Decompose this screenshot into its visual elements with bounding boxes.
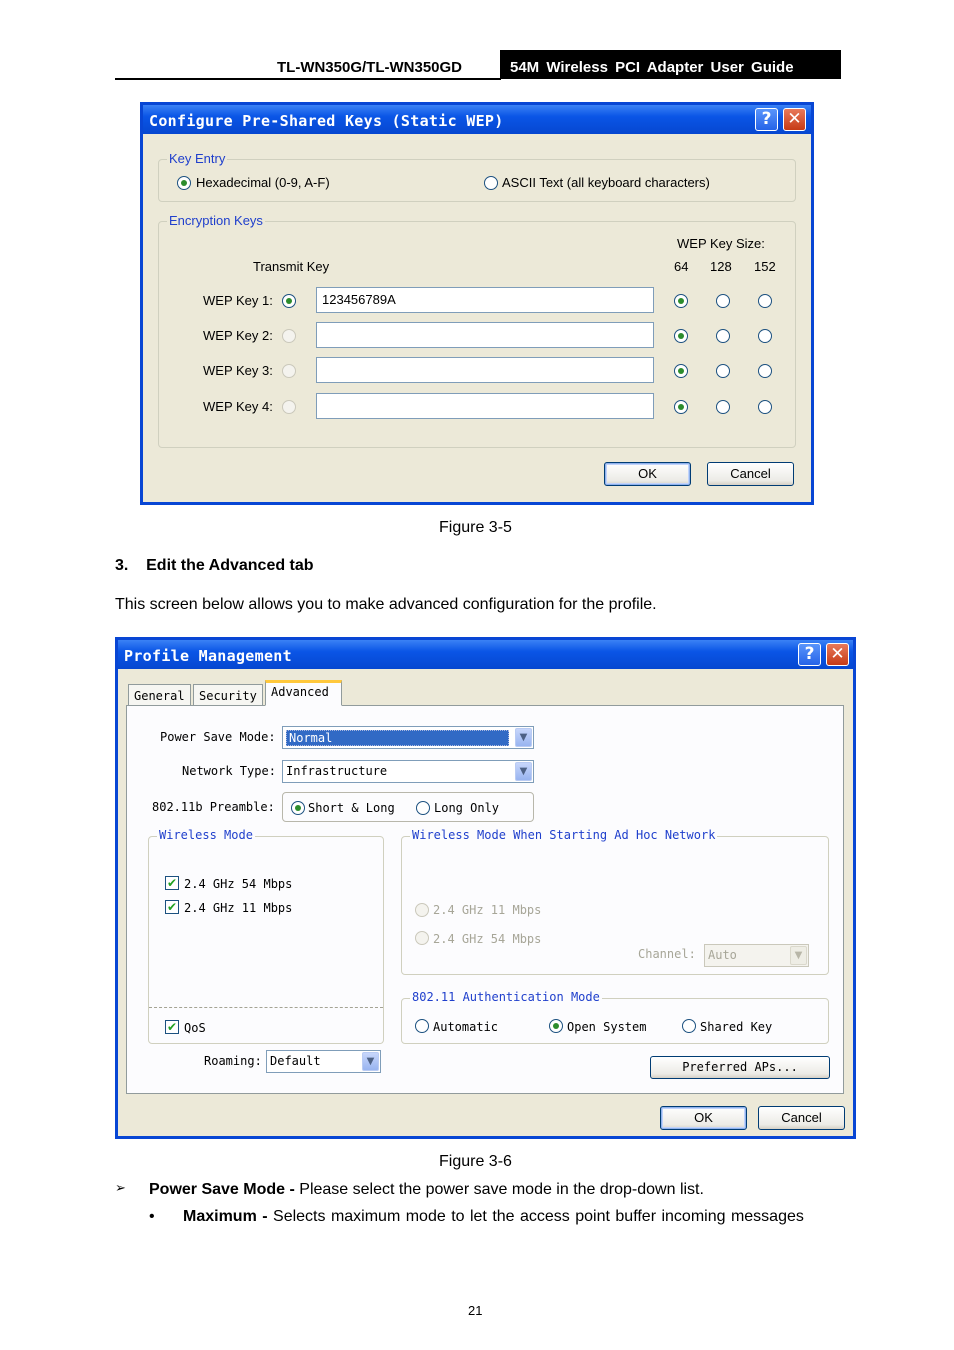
maximum-term: Maximum - — [183, 1208, 268, 1225]
auth-shared-key-label: Shared Key — [700, 1020, 773, 1034]
transmit-key-label: Transmit Key — [253, 259, 330, 274]
key-entry-label: Key Entry — [169, 151, 226, 166]
auth-open-system-label: Open System — [567, 1020, 647, 1034]
tab-general[interactable]: General — [128, 684, 191, 706]
close-icon[interactable]: ✕ — [783, 108, 806, 131]
wireless-mode-label: Wireless Mode — [159, 828, 253, 842]
mode-54-checkbox[interactable]: ✔ — [166, 876, 178, 890]
wep-key-2-size-128-radio[interactable] — [716, 329, 730, 343]
ok-button[interactable]: OK — [604, 462, 691, 486]
chevron-down-icon[interactable]: ▼ — [515, 762, 532, 781]
chevron-down-icon[interactable]: ▼ — [362, 1052, 379, 1071]
adhoc-11-radio[interactable] — [415, 903, 429, 917]
wep-key-3-input[interactable] — [316, 357, 654, 383]
network-type-value: Infrastructure — [286, 764, 388, 778]
tab-advanced[interactable]: Advanced — [265, 680, 342, 706]
advanced-tab-panel — [126, 705, 844, 1094]
wireless-mode-group — [148, 828, 384, 1044]
roaming-select[interactable] — [266, 1050, 381, 1073]
help-icon[interactable]: ? — [798, 643, 821, 666]
preamble-label: 802.11b Preamble: — [152, 800, 275, 814]
size-152-label: 152 — [754, 259, 776, 274]
adhoc-mode-group — [401, 828, 829, 975]
power-save-description: Please select the power save mode in the drop-down list. — [294, 1181, 704, 1198]
network-type-select[interactable] — [282, 760, 534, 783]
header-rule — [115, 78, 501, 80]
preamble-long-only-radio[interactable] — [416, 801, 430, 815]
power-save-mode-select[interactable] — [282, 726, 534, 749]
maximum-bullet — [183, 1208, 804, 1226]
ascii-label: ASCII Text (all keyboard characters) — [502, 175, 710, 190]
preferred-aps-button[interactable]: Preferred APs... — [650, 1056, 830, 1079]
qos-checkbox[interactable]: ✔ — [166, 1020, 178, 1034]
help-icon[interactable]: ? — [755, 108, 778, 131]
preamble-group — [282, 792, 534, 822]
auth-open-system-radio[interactable] — [549, 1019, 563, 1033]
auth-mode-group — [401, 990, 829, 1044]
mode-11-checkbox[interactable]: ✔ — [166, 900, 178, 914]
adhoc-mode-label: Wireless Mode When Starting Ad Hoc Network — [412, 828, 716, 842]
adhoc-54-label: 2.4 GHz 54 Mbps — [433, 932, 542, 946]
network-type-label: Network Type: — [182, 764, 276, 778]
preamble-short-long-label: Short & Long — [308, 801, 395, 815]
profile-management-dialog — [115, 637, 856, 1139]
cancel-button[interactable]: Cancel — [707, 462, 794, 486]
auth-shared-key-radio[interactable] — [682, 1019, 696, 1033]
wep-key-3-size-128-radio[interactable] — [716, 364, 730, 378]
auth-mode-label: 802.11 Authentication Mode — [412, 990, 600, 1004]
wep-key-2-size-152-radio[interactable] — [758, 329, 772, 343]
wep-key-3-label: WEP Key 3: — [203, 363, 273, 378]
wep-key-4-input[interactable] — [316, 393, 654, 419]
wep-key-4-size-64-radio[interactable] — [674, 400, 688, 414]
figure-3-5-caption: Figure 3-5 — [439, 519, 512, 536]
encryption-keys-group — [158, 213, 796, 448]
encryption-keys-label: Encryption Keys — [169, 213, 263, 228]
intro-paragraph: This screen below allows you to make advanced configuration for the profile. — [115, 596, 657, 613]
header-model: TL-WN350G/TL-WN350GD — [277, 59, 463, 76]
wep-key-2-input[interactable] — [316, 322, 654, 348]
wep-key-3-size-64-radio[interactable] — [674, 364, 688, 378]
chevron-down-icon[interactable]: ▼ — [790, 946, 807, 965]
channel-value: Auto — [708, 948, 737, 962]
wep-key-2-transmit-radio[interactable] — [282, 329, 296, 343]
wep-key-4-label: WEP Key 4: — [203, 399, 273, 414]
cancel-button[interactable]: Cancel — [758, 1106, 845, 1130]
wep-key-1-label: WEP Key 1: — [203, 293, 273, 308]
dot-bullet-icon: • — [149, 1208, 155, 1225]
arrow-bullet-icon: ➢ — [115, 1181, 126, 1196]
key-entry-group — [158, 151, 796, 202]
power-save-term: Power Save Mode - — [149, 1181, 295, 1198]
power-save-mode-label: Power Save Mode: — [160, 730, 276, 744]
tab-security[interactable]: Security — [193, 684, 263, 706]
wep-key-4-size-152-radio[interactable] — [758, 400, 772, 414]
dialog-title: Profile Management — [124, 647, 292, 665]
wep-key-1-input[interactable]: 123456789A — [316, 287, 654, 313]
wep-key-1-size-64-radio[interactable] — [674, 294, 688, 308]
roaming-label: Roaming: — [204, 1054, 262, 1068]
wep-key-size-label: WEP Key Size: — [677, 236, 765, 251]
wep-key-1-transmit-radio[interactable] — [282, 294, 296, 308]
wep-key-1-size-152-radio[interactable] — [758, 294, 772, 308]
wep-key-4-size-128-radio[interactable] — [716, 400, 730, 414]
adhoc-11-label: 2.4 GHz 11 Mbps — [433, 903, 542, 917]
adhoc-54-radio[interactable] — [415, 931, 429, 945]
wep-key-3-transmit-radio[interactable] — [282, 364, 296, 378]
ascii-radio[interactable] — [484, 176, 498, 190]
section-heading: 3. Edit the Advanced tab — [115, 557, 314, 574]
size-64-label: 64 — [674, 259, 689, 274]
pre-shared-keys-dialog — [140, 102, 814, 505]
power-save-mode-value: Normal — [286, 730, 509, 746]
qos-label: QoS — [184, 1021, 206, 1035]
close-icon[interactable]: ✕ — [826, 643, 849, 666]
maximum-description: Selects maximum mode to let the access point buffer incoming messages — [267, 1208, 804, 1225]
mode-54-label: 2.4 GHz 54 Mbps — [184, 877, 293, 891]
mode-11-label: 2.4 GHz 11 Mbps — [184, 901, 293, 915]
qos-divider — [149, 1007, 383, 1008]
channel-label: Channel: — [638, 947, 696, 961]
preamble-long-only-label: Long Only — [434, 801, 500, 815]
wep-key-4-transmit-radio[interactable] — [282, 400, 296, 414]
auth-automatic-label: Automatic — [433, 1020, 499, 1034]
power-save-bullet — [149, 1181, 704, 1199]
dialog-titlebar — [143, 105, 811, 134]
preamble-short-long-radio[interactable] — [291, 801, 305, 815]
wep-key-2-size-64-radio[interactable] — [674, 329, 688, 343]
auth-automatic-radio[interactable] — [415, 1019, 429, 1033]
dialog-titlebar — [118, 640, 853, 669]
ok-button[interactable]: OK — [660, 1106, 747, 1130]
channel-select[interactable] — [704, 944, 809, 967]
wep-key-3-size-152-radio[interactable] — [758, 364, 772, 378]
hex-label: Hexadecimal (0-9, A-F) — [196, 175, 330, 190]
wep-key-1-size-128-radio[interactable] — [716, 294, 730, 308]
figure-3-6-caption: Figure 3-6 — [439, 1153, 512, 1170]
hex-radio[interactable] — [177, 176, 191, 190]
header-guide-title: 54M Wireless PCI Adapter User Guide — [500, 50, 841, 79]
chevron-down-icon[interactable]: ▼ — [515, 728, 532, 747]
size-128-label: 128 — [710, 259, 732, 274]
page-number: 21 — [468, 1303, 483, 1318]
roaming-value: Default — [270, 1054, 321, 1068]
wep-key-2-label: WEP Key 2: — [203, 328, 273, 343]
dialog-title: Configure Pre-Shared Keys (Static WEP) — [149, 112, 504, 130]
